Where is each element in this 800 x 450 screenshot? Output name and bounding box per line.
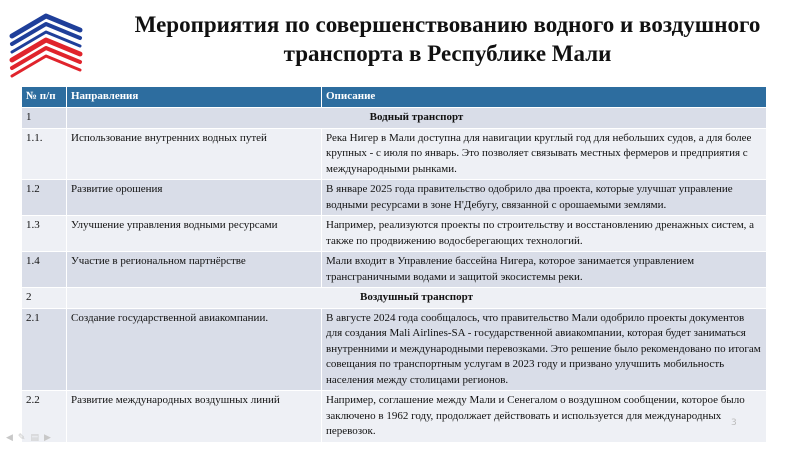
row-description: В январе 2025 года правительство одобрило два проекта, которые улучшат управление водными ресурсами в зоне Н'Дебугу, связанной с орошаемыми землями.	[322, 180, 767, 216]
row-direction: Улучшение управления водными ресурсами	[67, 216, 322, 252]
row-number: 1.1.	[22, 128, 67, 180]
slide-nav-toolbar	[6, 433, 51, 443]
row-number: 1.3	[22, 216, 67, 252]
section-number: 1	[22, 108, 67, 129]
table-row	[22, 308, 767, 391]
row-direction: Участие в региональном партнёрстве	[67, 252, 322, 288]
section-title: Водный транспорт	[67, 108, 767, 129]
row-number: 1.2	[22, 180, 67, 216]
page-title: Мероприятия по совершенствованию водного и воздушного транспорта в Республике Мали	[134, 12, 761, 66]
page-number: 3	[731, 418, 737, 428]
pen-icon[interactable]: ✎	[17, 433, 26, 443]
arrow-left-icon[interactable]: ◀	[6, 433, 13, 443]
table-header-row	[22, 87, 767, 108]
row-direction: Развитие орошения	[67, 180, 322, 216]
section-title: Воздушный транспорт	[67, 288, 767, 309]
row-description: В августе 2024 года сообщалось, что правительство Мали одобрило проекты документов для создания Mali Airlines-SA - государственной авиакомпании, которая будет заниматься внутренними и международными перевозками. Это решение было рекомендовано по итогам совещания по транспортным услугам в 2023 году и призвано улучшить мобильность населения между столицами регионов.	[322, 308, 767, 391]
row-description: Река Нигер в Мали доступна для навигации круглый год для небольших судов, а для более крупных - с июля по январь. Это позволяет связывать местных фермеров и предприятия с международными рынками.	[322, 128, 767, 180]
row-description: Мали входит в Управление бассейна Нигера, которое занимается управлением трансграничными водами и защитой экосистемы реки.	[322, 252, 767, 288]
column-header-number: № п/п	[22, 87, 67, 108]
table-row	[22, 180, 767, 216]
menu-icon[interactable]: ▤	[30, 433, 39, 443]
section-number: 2	[22, 288, 67, 309]
table-row	[22, 391, 767, 443]
arrow-right-icon[interactable]: ▶	[43, 433, 51, 443]
row-description: Например, реализуются проекты по строительству и восстановлению дренажных систем, а также по продвижению водосберегающих технологий.	[322, 216, 767, 252]
table-row	[22, 252, 767, 288]
row-direction: Создание государственной авиакомпании.	[67, 308, 322, 391]
row-number: 2.2	[22, 391, 67, 443]
table-row	[22, 216, 767, 252]
striped-book-logo	[6, 8, 86, 82]
row-direction: Развитие международных воздушных линий	[67, 391, 322, 443]
column-header-direction: Направления	[67, 87, 322, 108]
row-number: 1.4	[22, 252, 67, 288]
table-row	[22, 128, 767, 180]
row-direction: Использование внутренних водных путей	[67, 128, 322, 180]
row-description: Например, соглашение между Мали и Сенегалом о воздушном сообщении, которое было заключено в 1962 году, продолжает действовать и используется для международных перевозок.	[322, 391, 767, 443]
column-header-description: Описание	[322, 87, 767, 108]
section-row-water	[22, 108, 767, 129]
measures-table	[21, 86, 767, 443]
section-row-air	[22, 288, 767, 309]
row-number: 2.1	[22, 308, 67, 391]
